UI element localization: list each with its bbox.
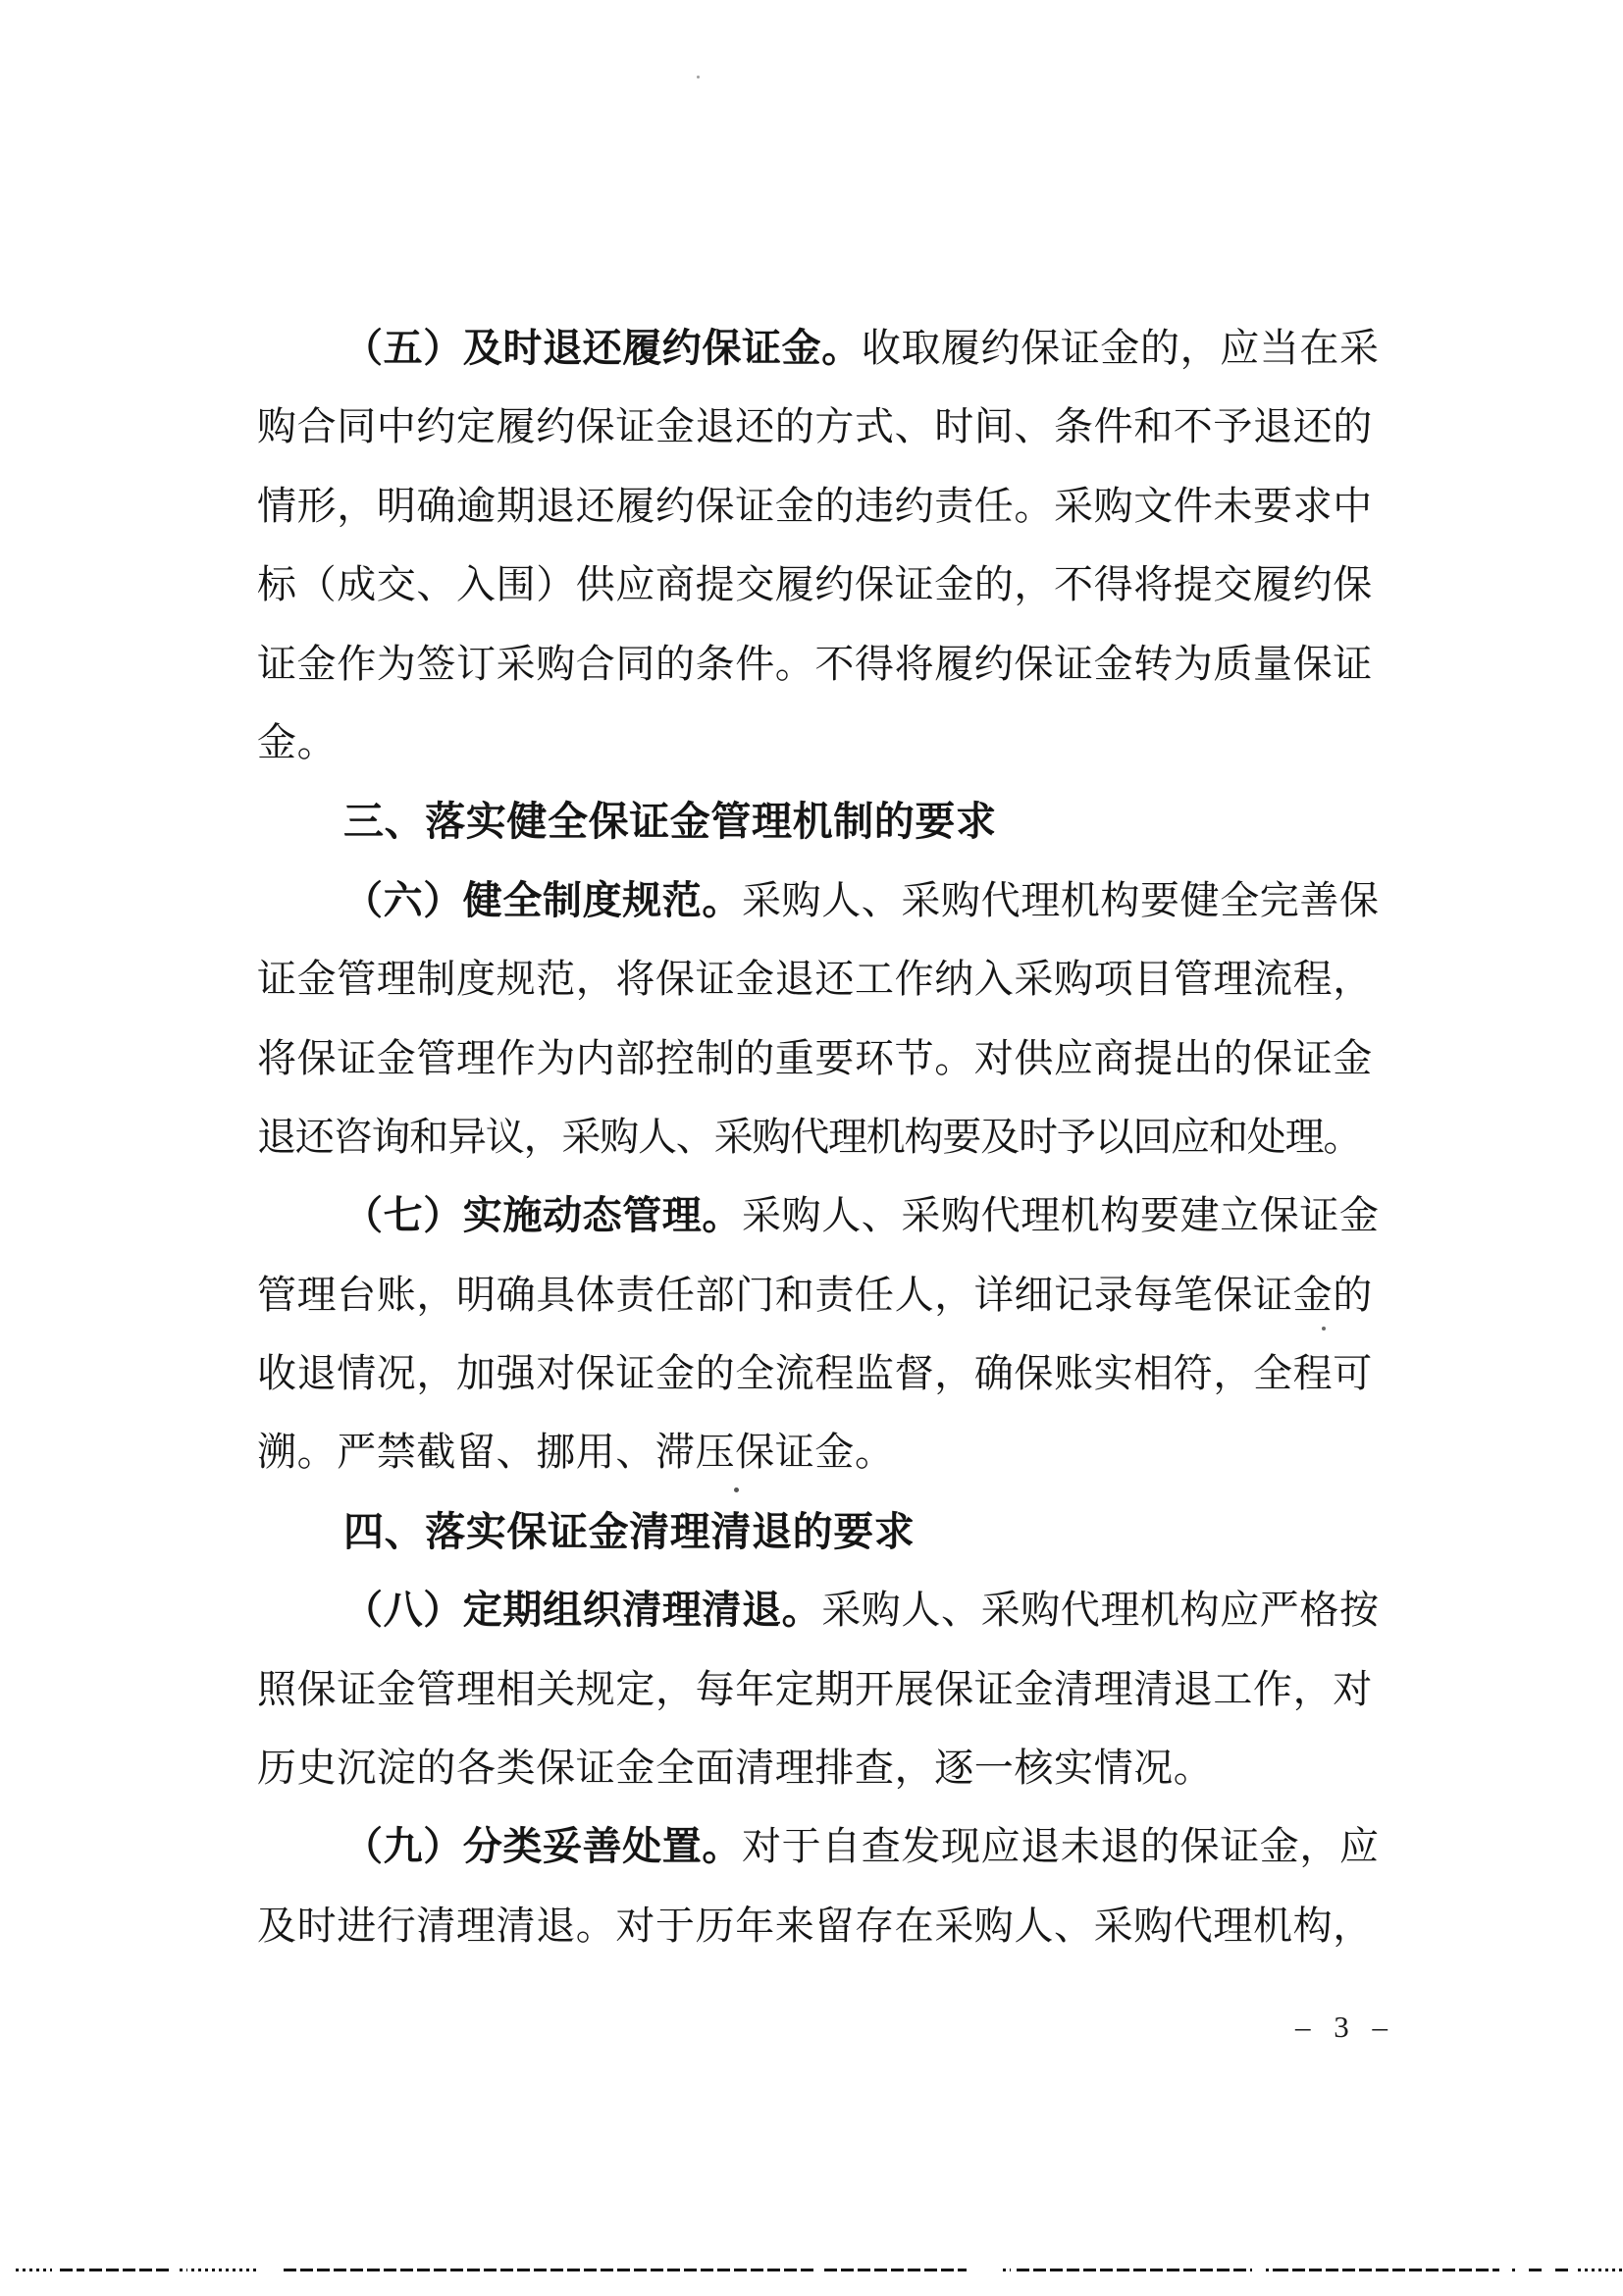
text-segment: （七）实施动态管理。 xyxy=(343,1193,742,1238)
text-line xyxy=(257,1571,1386,1649)
text-line xyxy=(257,1729,1386,1807)
scan-edge-line-segment xyxy=(284,2269,813,2271)
text-segment: 证金作为签订采购合同的条件。不得将履约保证金转为质量保证 xyxy=(257,641,1373,686)
text-line xyxy=(257,704,1386,782)
text-segment: 证金管理制度规范，将保证金退还工作纳入采购项目管理流程， xyxy=(257,957,1373,1002)
text-segment: 收取履约保证金的，应当在采 xyxy=(861,326,1380,370)
scan-edge-line-segment xyxy=(1512,2269,1518,2271)
scan-speck xyxy=(1322,1327,1326,1331)
scan-edge-line-segment xyxy=(1266,2269,1276,2271)
text-line xyxy=(257,1019,1386,1098)
text-line xyxy=(257,1256,1386,1334)
text-line xyxy=(257,467,1386,546)
page-number: – 3 – xyxy=(1295,2009,1395,2044)
text-segment: （九）分类妥善处置。 xyxy=(343,1824,742,1869)
text-line xyxy=(257,1413,1386,1491)
scan-edge-line-segment xyxy=(60,2269,84,2271)
text-segment: 及时进行清理清退。对于历年来留存在采购人、采购代理机构， xyxy=(257,1903,1373,1948)
section-heading xyxy=(257,782,1386,861)
scan-edge-line-segment xyxy=(1003,2269,1011,2271)
scan-edge-line-segment xyxy=(1578,2269,1623,2271)
text-line xyxy=(257,309,1386,388)
scan-edge-line-segment xyxy=(89,2269,173,2271)
text-segment: 金。 xyxy=(257,719,338,764)
text-segment: 对于自查发现应退未退的保证金，应 xyxy=(742,1824,1380,1869)
text-segment: 溯。严禁截留、挪用、滞压保证金。 xyxy=(257,1430,895,1475)
text-line xyxy=(257,1807,1386,1886)
text-line xyxy=(257,861,1386,940)
text-segment: 退还咨询和异议，采购人、采购代理机构要及时予以回应和处理。 xyxy=(257,1114,1362,1159)
scan-edge-line-segment xyxy=(1529,2269,1544,2271)
text-segment: （五）及时退还履约保证金。 xyxy=(343,326,862,370)
scan-speck xyxy=(697,76,700,78)
text-segment: 三、落实健全保证金管理机制的要求 xyxy=(343,799,997,845)
text-segment: 采购人、采购代理机构要健全完善保 xyxy=(742,877,1380,922)
scan-speck xyxy=(734,1487,739,1492)
text-line xyxy=(257,388,1386,466)
text-segment: 管理台账，明确具体责任部门和责任人，详细记录每笔保证金的 xyxy=(257,1272,1373,1317)
text-segment: 照保证金管理相关规定，每年定期开展保证金清理清退工作，对 xyxy=(257,1666,1373,1711)
scan-edge-line-segment xyxy=(1017,2269,1252,2271)
scan-edge-line-segment xyxy=(1276,2269,1499,2271)
text-line xyxy=(257,1098,1386,1176)
scan-edge-line-segment xyxy=(1555,2269,1571,2271)
text-line xyxy=(257,546,1386,624)
text-segment: 收退情况，加强对保证金的全流程监督，确保账实相符，全程可 xyxy=(257,1351,1373,1396)
text-segment: （八）定期组织清理清退。 xyxy=(343,1588,822,1633)
text-segment: 采购人、采购代理机构要建立保证金 xyxy=(742,1193,1380,1238)
text-line xyxy=(257,1887,1386,1965)
text-segment: 购合同中约定履约保证金退还的方式、时间、条件和不予退还的 xyxy=(257,404,1373,449)
scan-edge-line-segment xyxy=(824,2269,967,2271)
text-segment: 历史沉淀的各类保证金全面清理排查，逐一核实情况。 xyxy=(257,1746,1214,1791)
text-line xyxy=(257,1334,1386,1413)
text-segment: 四、落实保证金清理清退的要求 xyxy=(343,1508,916,1554)
scan-edge-line-segment xyxy=(191,2269,260,2271)
text-segment: 将保证金管理作为内部控制的重要环节。对供应商提出的保证金 xyxy=(257,1035,1373,1080)
text-line xyxy=(257,1176,1386,1255)
scan-edge-line-segment xyxy=(180,2269,187,2271)
scan-edge-line-segment xyxy=(16,2269,52,2271)
text-segment: 标（成交、入围）供应商提交履约保证金的，不得将提交履约保 xyxy=(257,562,1373,607)
text-segment: （六）健全制度规范。 xyxy=(343,877,742,922)
section-heading xyxy=(257,1492,1386,1571)
text-segment: 采购人、采购代理机构应严格按 xyxy=(821,1588,1380,1633)
text-line xyxy=(257,1650,1386,1729)
text-line xyxy=(257,625,1386,704)
text-line xyxy=(257,940,1386,1018)
document-body xyxy=(257,309,1386,1965)
text-segment: 情形，明确逾期退还履约保证金的违约责任。采购文件未要求中 xyxy=(257,483,1373,528)
